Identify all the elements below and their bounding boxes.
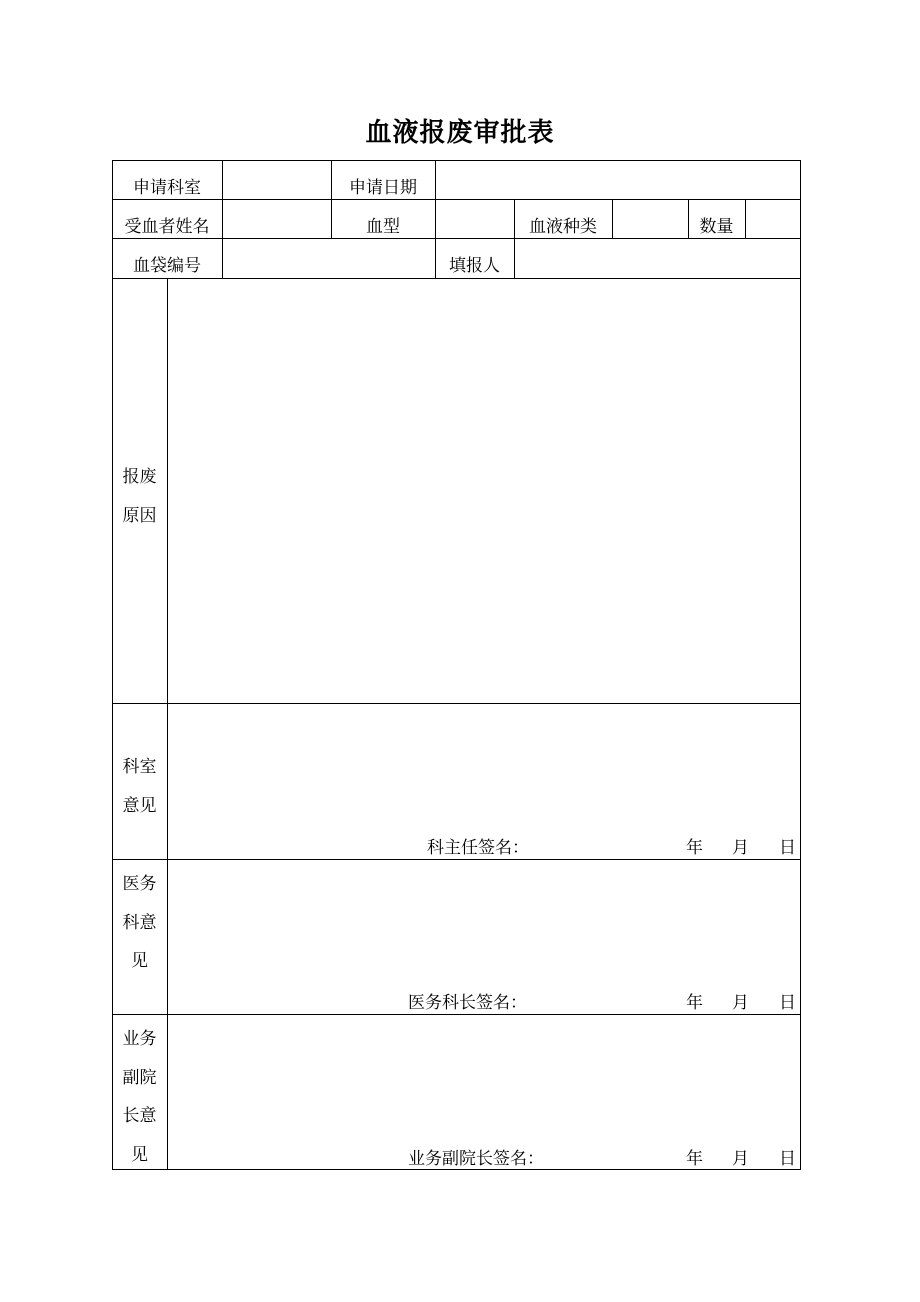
recipient-name-field[interactable] [223,200,331,238]
scrap-reason-label-line: 报废 [122,467,157,487]
blood-bag-number-field[interactable] [223,239,435,278]
apply-date-field[interactable] [436,161,800,199]
reporter-field[interactable] [515,239,800,278]
vice-president-opinion-label-line: 副院 [122,1067,157,1088]
medical-affairs-chief-signature-label: 医务科长签名： [408,993,527,1013]
table-border-bottom [112,1169,801,1170]
dept-opinion-label-line: 意见 [122,795,157,816]
reporter-label: 填报人 [449,255,500,276]
day-label: 日 [779,1149,796,1169]
medical-affairs-opinion-label [112,865,167,981]
apply-dept-label: 申请科室 [133,177,201,198]
apply-dept-field[interactable] [223,161,331,199]
vice-president-opinion-label-line: 长意 [122,1106,157,1126]
day-label: 日 [779,838,796,858]
dept-opinion-field[interactable] [168,704,800,828]
month-label: 月 [732,838,749,858]
blood-type-label: 血型 [366,216,400,237]
dept-opinion-label-line: 科室 [122,757,157,777]
blood-type-field[interactable] [436,200,514,238]
apply-date-label: 申请日期 [349,177,417,198]
blood-kind-label: 血液种类 [529,216,597,237]
dept-opinion-label [112,748,167,825]
table-border-right [800,160,801,1170]
year-label: 年 [686,993,703,1013]
medical-affairs-opinion-label-line: 医务 [122,874,157,895]
month-label: 月 [732,993,749,1013]
medical-affairs-opinion-label-line: 见 [131,951,148,972]
year-label: 年 [686,1149,703,1169]
day-label: 日 [779,993,796,1013]
scrap-reason-field[interactable] [168,279,800,703]
vice-president-opinion-field[interactable] [168,1015,800,1139]
form-title: 血液报废审批表 [365,118,555,148]
table-border-left [112,160,113,1170]
year-label: 年 [686,838,703,858]
vice-president-signature-label: 业务副院长签名： [408,1149,544,1169]
vice-president-opinion-label-line: 业务 [122,1029,157,1049]
scrap-reason-label-line: 原因 [122,505,157,526]
blood-kind-field[interactable] [613,200,688,238]
medical-affairs-opinion-field[interactable] [168,860,800,984]
scrap-reason-label [112,458,167,535]
vice-president-opinion-label-line: 见 [131,1144,148,1165]
month-label: 月 [732,1149,749,1169]
medical-affairs-opinion-label-line: 科意 [122,912,157,933]
vice-president-opinion-label [112,1020,167,1174]
blood-bag-number-label: 血袋编号 [133,255,201,276]
quantity-field[interactable] [746,200,800,238]
recipient-name-label: 受血者姓名 [124,216,210,237]
dept-director-signature-label: 科主任签名： [427,838,529,858]
quantity-label: 数量 [699,216,734,237]
